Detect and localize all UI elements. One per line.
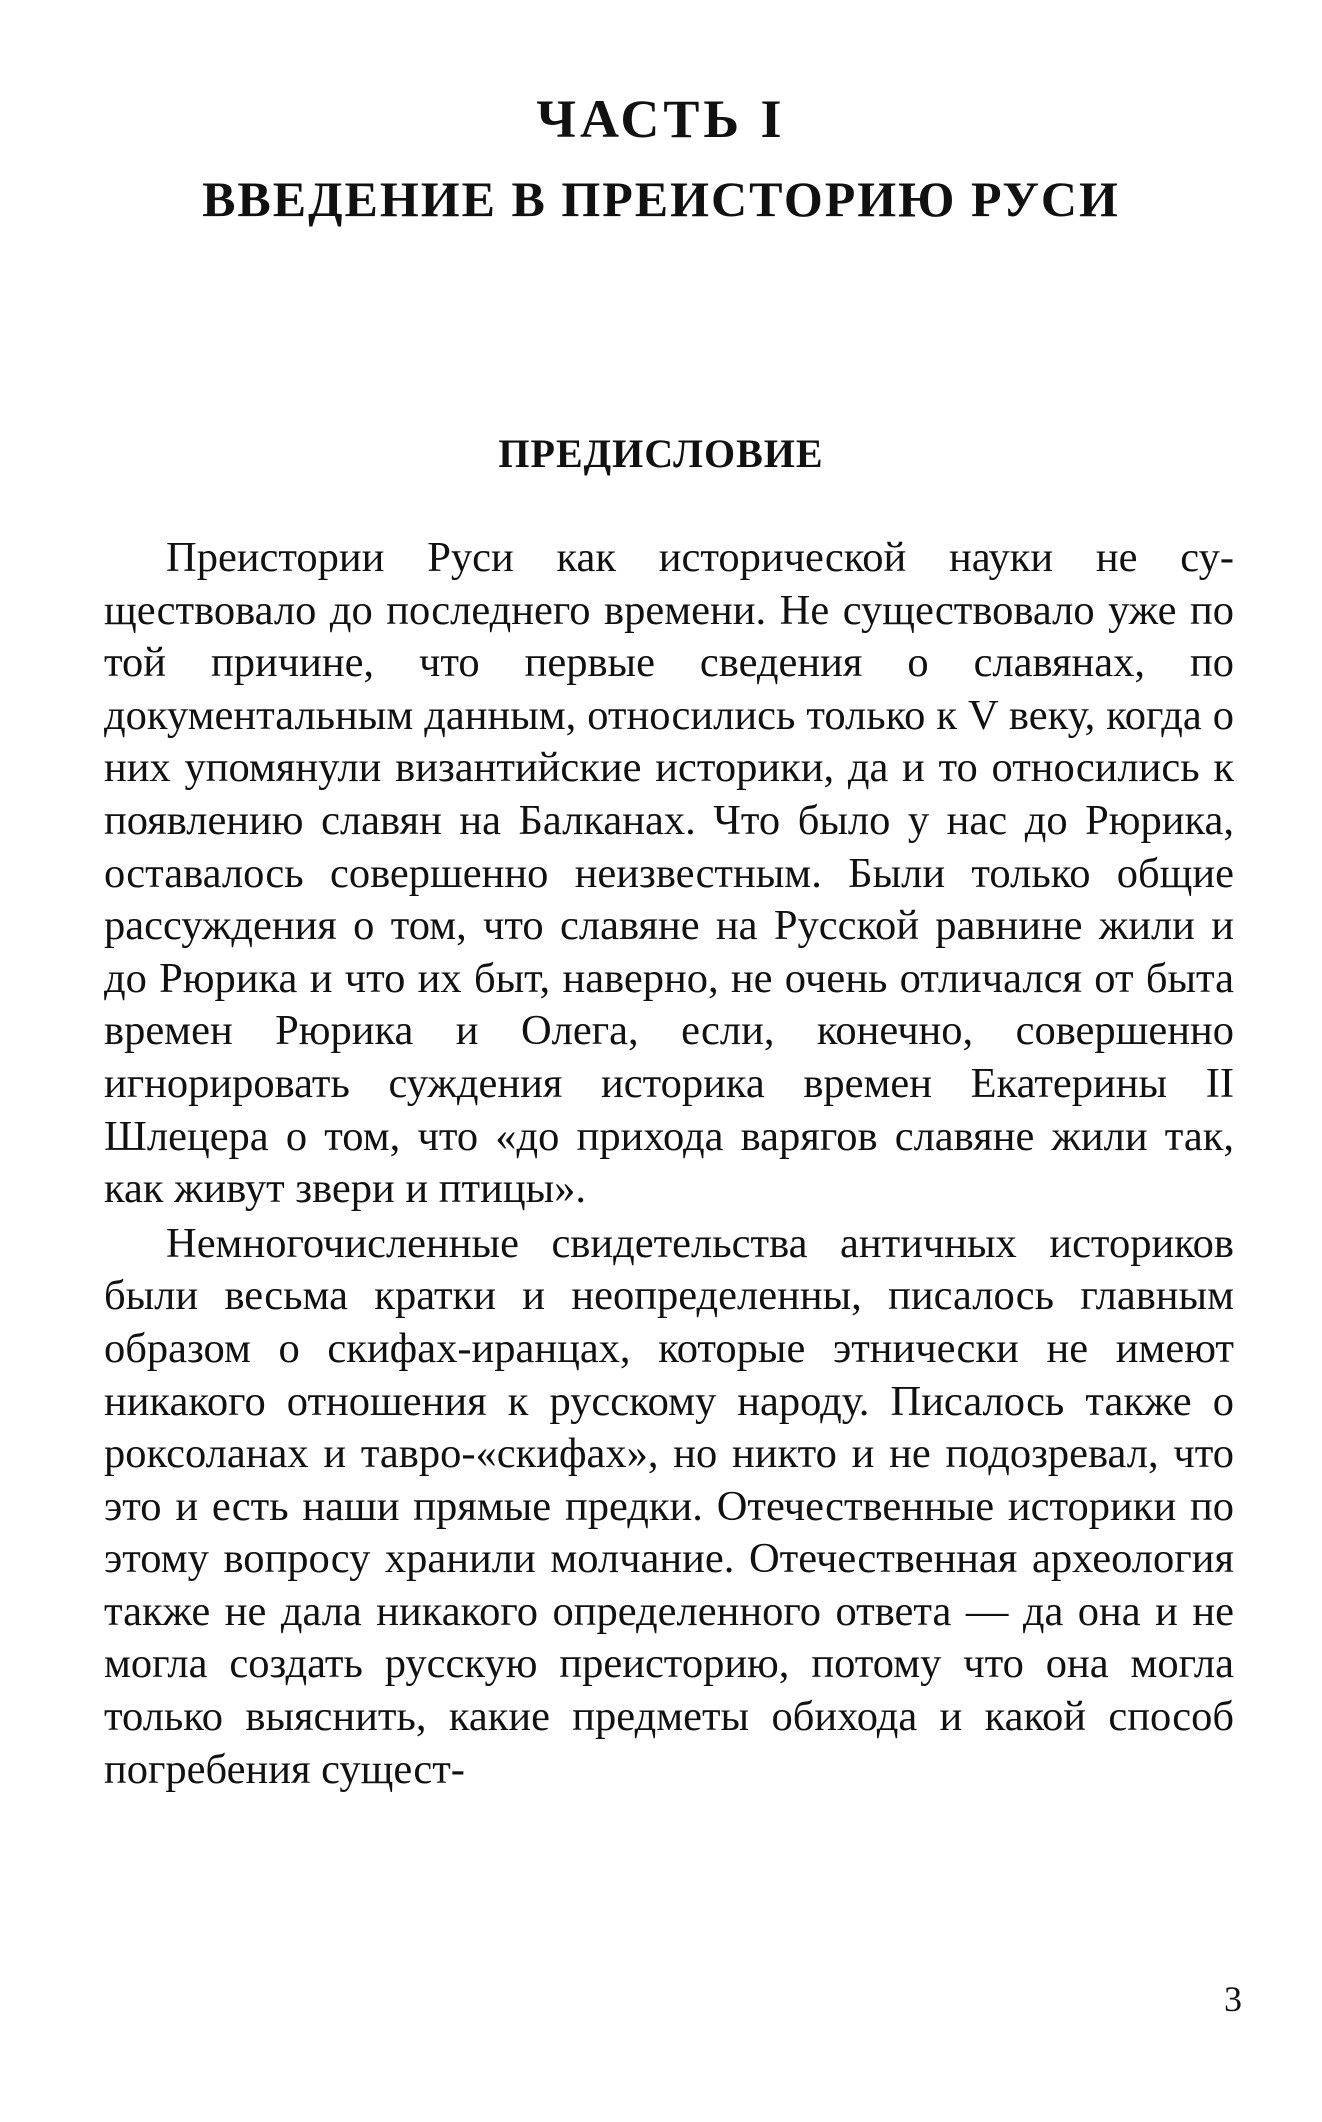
part-title-heading: ВВЕДЕНИЕ В ПРЕИСТОРИЮ РУСИ — [202, 171, 1120, 227]
paragraph: Преистории Руси как исторической науки не существовало до последнего времени. Не существовало уже по той причине, что первые сведения о славянах, по документальным данным, относились только к V веку, когда о них упомянули византийские историки, да и то относились к появлению славян на Балканах. Что было у нас до Рюрика, оставалось совершенно неизвестным. Были только общие рассуждения о том, что славяне на Русской равнине жили и до Рюрика и что их быт, наверно, не очень отличался от быта времен Рюрика и Олега, если, конечно, совершенно игнорировать суждения историка времен Екатерины II Шлецера о том, что «до прихода варягов славяне жили так, как живут звери и птицы». — [104, 534, 1234, 1213]
section-title: ПРЕДИСЛОВИЕ — [498, 431, 824, 476]
body-text — [104, 532, 1234, 1798]
part-number-heading: ЧАСТЬ I — [536, 89, 786, 149]
paragraph: Немногочисленные свидетельства античных историков были весьма кратки и неопределенны, писалось главным образом о скифах-иранцах, которые этнически не имеют никакого отношения к русскому народу. Писалось также о роксоланах и тавро-«скифах», но никто и не подозревал, что это и есть наши прямые предки. Отечественные историки по этому вопросу хранили молчание. Отечественная археология также не дала никакого определенного ответа — да она и не могла создать русскую преисторию, потому что она могла только выяснить, какие предметы обихода и какой способ погребения сущест- — [104, 1219, 1234, 1793]
page-number: 3 — [1224, 1979, 1242, 2019]
